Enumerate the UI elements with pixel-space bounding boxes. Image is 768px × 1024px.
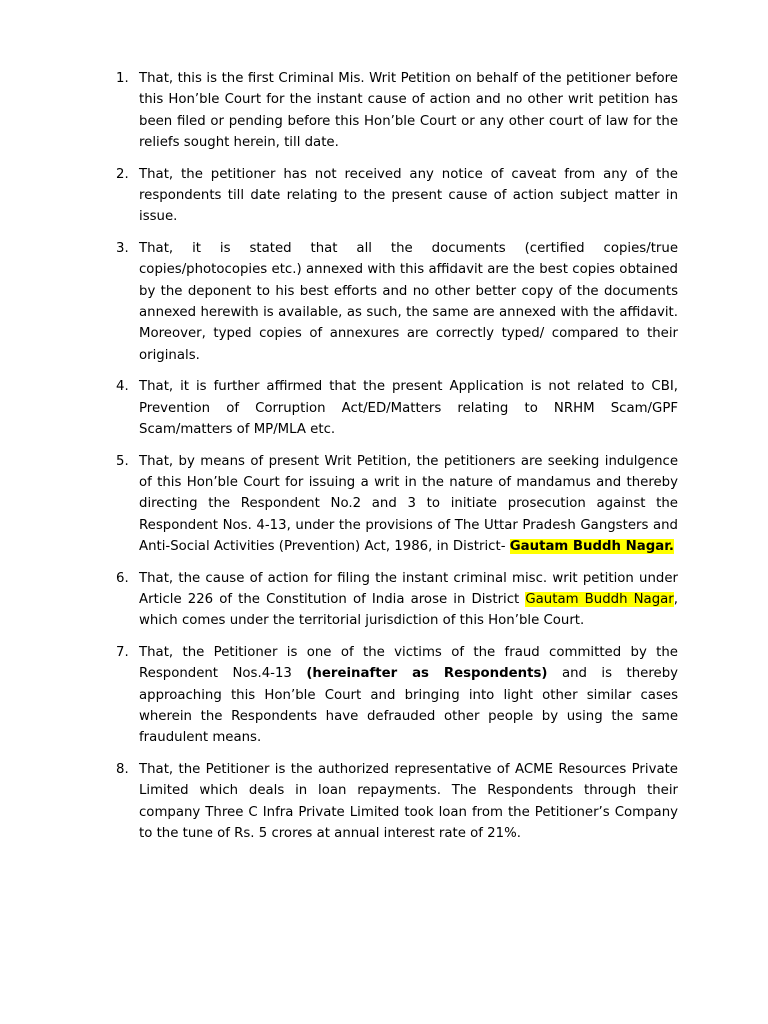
- list-item: [110, 451, 678, 558]
- paragraph-text-segment: That, by means of present Writ Petition, the petitioners are seeking indulgence of this Hon’ble Court for issuing a writ in the nature of mandamus and thereby directing the Respondent No.2 and 3 to initiate prosecution against the Respondent Nos. 4-13, under the provisions of The Uttar Pradesh Gangsters and Anti-Social Activities (Prevention) Act, 1986, in District-: [139, 453, 678, 555]
- list-item: [110, 164, 678, 228]
- paragraph-text: That, the Petitioner is the authorized representative of ACME Resources Private Limited which deals in loan repayments. The Respondents through their company Three C Infra Private Limited took loan from the Petitioner’s Company to the tune of Rs. 5 crores at annual interest rate of 21%.: [139, 761, 678, 841]
- paragraph-text: That, it is stated that all the documents (certified copies/true copies/photocopies etc.) annexed with this affidavit are the best copies obtained by the deponent to his best efforts and no other better copy of the documents annexed herewith is available, as such, the same are annexed with the affidavit. Moreover, typed copies of annexures are correctly typed/ compared to their originals.: [139, 240, 678, 363]
- list-item: [110, 759, 678, 845]
- paragraph-text-segment: That, the Petitioner is one of the victims of the fraud committed by the Respondent Nos.4-13: [139, 644, 678, 682]
- bold-definition: (hereinafter as Respondents): [306, 666, 548, 682]
- item-number: 5.: [116, 453, 129, 469]
- paragraph-text: That, this is the first Criminal Mis. Writ Petition on behalf of the petitioner before this Hon’ble Court for the instant cause of action and no other writ petition has been filed or pending before this Hon’ble Court or any other court of law for the reliefs sought herein, till date.: [139, 71, 678, 151]
- list-item: [110, 238, 678, 366]
- list-item: [110, 642, 678, 749]
- paragraph-text-segment: That, the cause of action for filing the instant criminal misc. writ petition under Article 226 of the Constitution of India arose in District: [139, 570, 678, 607]
- list-item: [110, 568, 678, 632]
- numbered-paragraph-list: [110, 68, 678, 854]
- highlighted-district-name: Gautam Buddh Nagar: [525, 591, 674, 607]
- paragraph-text-segment: , which comes under the territorial jurisdiction of this Hon’ble Court.: [139, 591, 678, 629]
- paragraph-text: [139, 568, 678, 632]
- list-item: [110, 376, 678, 440]
- item-number: 1.: [116, 71, 129, 86]
- item-number: 6.: [116, 570, 129, 586]
- item-number: 3.: [116, 240, 129, 256]
- list-item: [110, 68, 678, 154]
- item-number: 2.: [116, 166, 129, 182]
- item-number: 4.: [116, 379, 129, 395]
- paragraph-text: [139, 451, 678, 558]
- paragraph-text: That, it is further affirmed that the present Application is not related to CBI, Prevention of Corruption Act/ED/Matters relating to NRHM Scam/GPF Scam/matters of MP/MLA etc.: [139, 379, 678, 438]
- item-number: 7.: [116, 644, 129, 660]
- paragraph-text: That, the petitioner has not received any notice of caveat from any of the respondents till date relating to the present cause of action subject matter in issue.: [139, 166, 678, 225]
- paragraph-text-segment: and is thereby approaching this Hon’ble Court and bringing into light other similar cases wherein the Respondents have defrauded other people by using the same fraudulent means.: [139, 666, 678, 746]
- paragraph-text: [139, 642, 678, 749]
- item-number: 8.: [116, 761, 129, 777]
- highlighted-district-name: Gautam Buddh Nagar.: [509, 539, 674, 555]
